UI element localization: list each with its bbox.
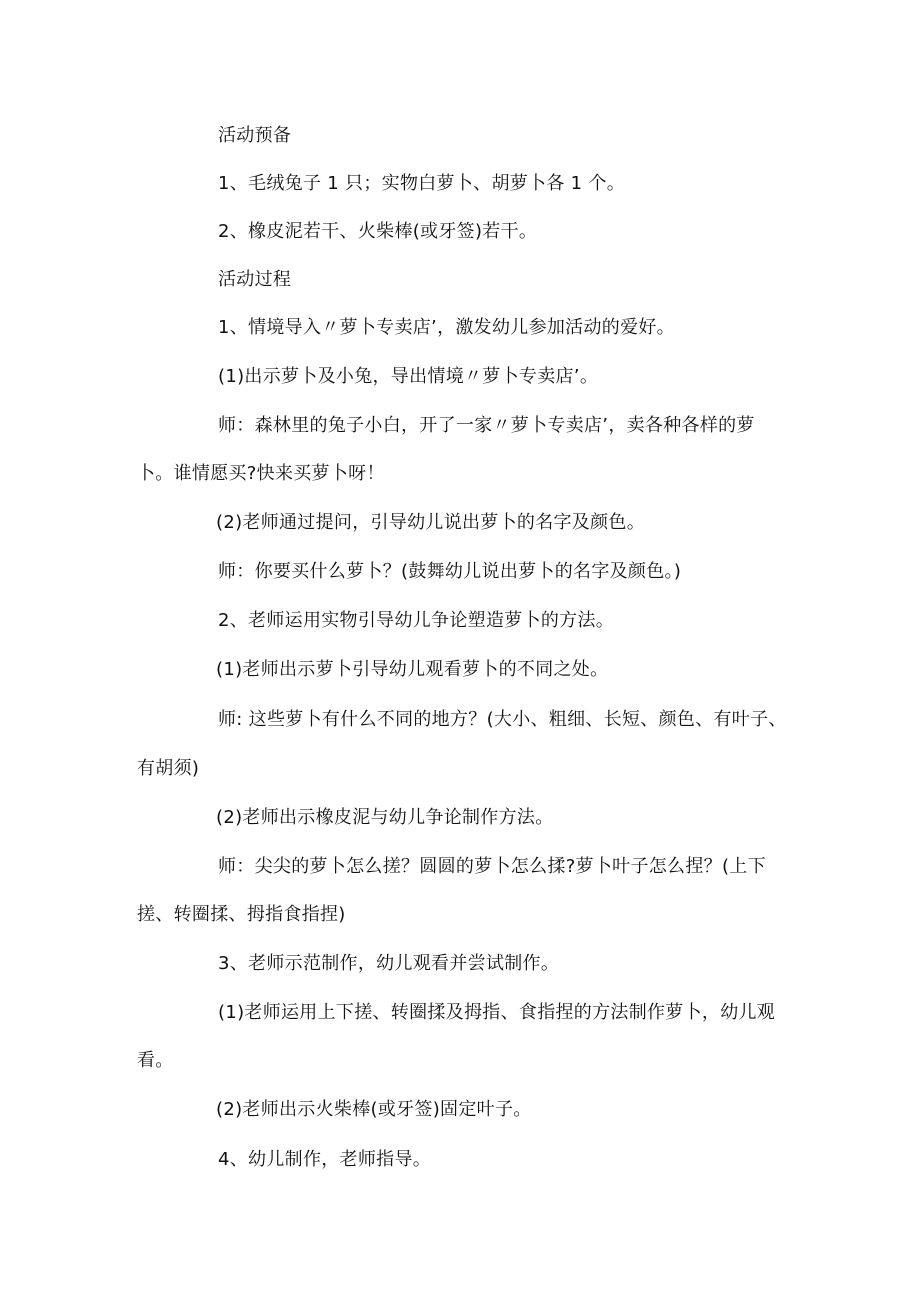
paragraph-line: 看。 <box>137 1050 174 1071</box>
paragraph-line: 师：尖尖的萝卜怎么搓？圆圆的萝卜怎么揉?萝卜叶子怎么捏？(上下 <box>218 856 766 877</box>
paragraph-line: (2)老师通过提问，引导幼儿说出萝卜的名字及颜色。 <box>216 512 645 533</box>
paragraph-line: (1)老师出示萝卜引导幼儿观看萝卜的不同之处。 <box>216 659 609 680</box>
paragraph-line: 1、情境导入〃萝卜专卖店’，激发幼儿参加活动的爱好。 <box>218 317 675 338</box>
paragraph-line: 卜。谁情愿买?快来买萝卜呀！ <box>137 463 385 484</box>
section-heading-process: 活动过程 <box>218 269 292 290</box>
paragraph-line: (1)出示萝卜及小兔，导出情境〃萝卜专卖店’。 <box>218 366 599 387</box>
paragraph-line: 师：森林里的兔子小白，开了一家〃萝卜专卖店’，卖各种各样的萝 <box>218 415 755 436</box>
paragraph-line: 2、橡皮泥若干、火柴棒(或牙签)若干。 <box>218 221 538 242</box>
paragraph-line: 1、毛绒兔子 1 只；实物白萝卜、胡萝卜各 1 个。 <box>218 173 626 194</box>
section-heading-preparation: 活动预备 <box>218 125 292 146</box>
paragraph-line: 3、老师示范制作，幼儿观看并尝试制作。 <box>218 953 560 974</box>
paragraph-line: 4、幼儿制作，老师指导。 <box>218 1149 432 1170</box>
paragraph-line: 有胡须) <box>137 758 200 779</box>
paragraph-line: 师: 这些萝卜有什么不同的地方？(大小、粗细、长短、颜色、有叶子、 <box>218 709 787 730</box>
paragraph-line: 师：你要买什么萝卜？(鼓舞幼儿说出萝卜的名字及颜色。) <box>218 561 682 582</box>
paragraph-line: 2、老师运用实物引导幼儿争论塑造萝卜的方法。 <box>218 610 615 631</box>
paragraph-line: (1)老师运用上下搓、转圈揉及拇指、食指捏的方法制作萝卜，幼儿观 <box>218 1002 776 1023</box>
paragraph-line: 搓、转圈揉、拇指食指捏) <box>137 904 346 925</box>
paragraph-line: (2)老师出示橡皮泥与幼儿争论制作方法。 <box>216 807 554 828</box>
paragraph-line: (2)老师出示火柴棒(或牙签)固定叶子。 <box>216 1099 532 1120</box>
